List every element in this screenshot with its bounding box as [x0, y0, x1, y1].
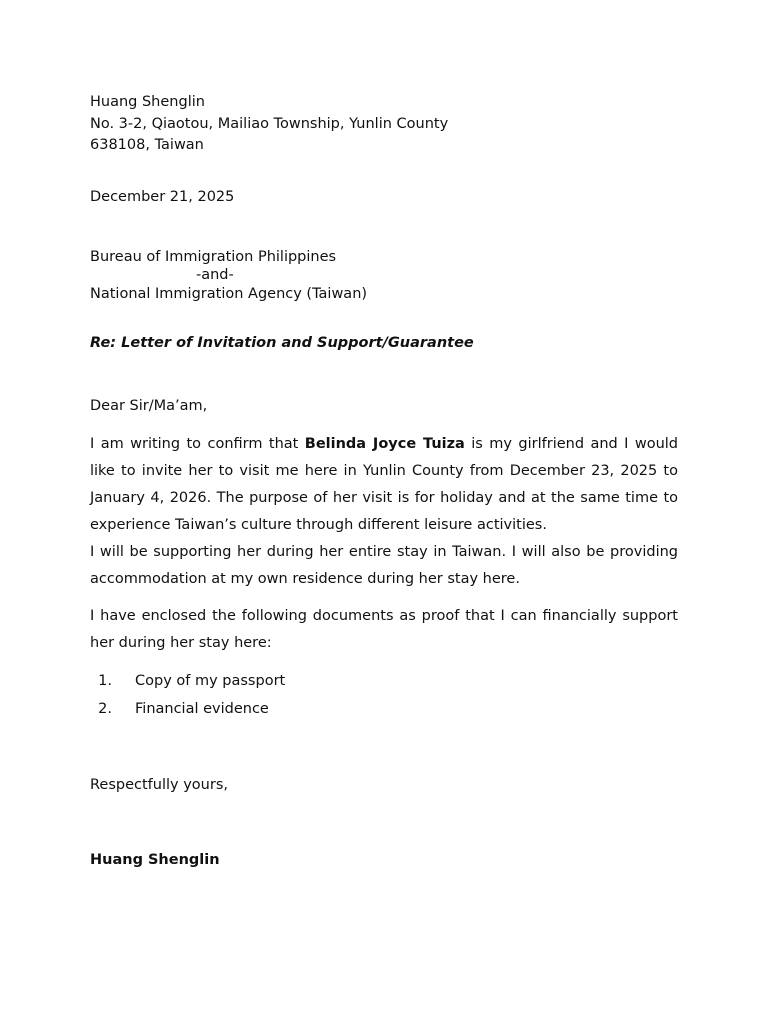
invitee-name: Belinda Joyce Tuiza: [304, 436, 465, 452]
recipient-line3: National Immigration Agency (Taiwan): [90, 285, 368, 302]
sender-address-line1: No. 3-2, Qiaotou, Mailiao Township, Yunlin County: [90, 115, 449, 132]
para1-rest: is my girlfriend and I would like to invite her to visit me here in Yunlin County from December 23, 2025 to January 4, 2026. The purpose of her visit is for holiday and at the same time to experience Taiwan’s culture through different leisure activities.: [90, 436, 678, 533]
letter-page: [90, 92, 678, 871]
list-item: [90, 695, 678, 723]
recipient-line2: -and-: [196, 267, 234, 283]
documents-list: [90, 667, 678, 723]
recipient-block: [90, 248, 678, 304]
signature-name: Huang Shenglin: [90, 852, 220, 868]
list-item-text: Financial evidence: [135, 701, 269, 717]
body-paragraph-3: I have enclosed the following documents as proof that I can financially support her during her stay here:: [90, 608, 678, 651]
subject-line: Re: Letter of Invitation and Support/Guarantee: [90, 335, 474, 351]
sender-address-line2: 638108, Taiwan: [90, 137, 204, 153]
salutation: Dear Sir/Ma’am,: [90, 398, 208, 414]
sender-block: [90, 92, 678, 157]
list-item-number: 2.: [98, 701, 112, 717]
list-item-text: Copy of my passport: [135, 673, 286, 689]
para1-intro: I am writing to confirm that: [90, 436, 305, 452]
list-item-number: 1.: [98, 673, 112, 689]
body-paragraph-2: I will be supporting her during her entire stay in Taiwan. I will also be providing accommodation at my own residence during her stay here.: [90, 544, 678, 587]
closing: Respectfully yours,: [90, 777, 228, 793]
recipient-line1: Bureau of Immigration Philippines: [90, 248, 337, 265]
list-item: [90, 667, 678, 695]
sender-name: Huang Shenglin: [90, 94, 205, 110]
body-paragraph-1: [90, 431, 678, 539]
letter-date: December 21, 2025: [90, 188, 235, 205]
